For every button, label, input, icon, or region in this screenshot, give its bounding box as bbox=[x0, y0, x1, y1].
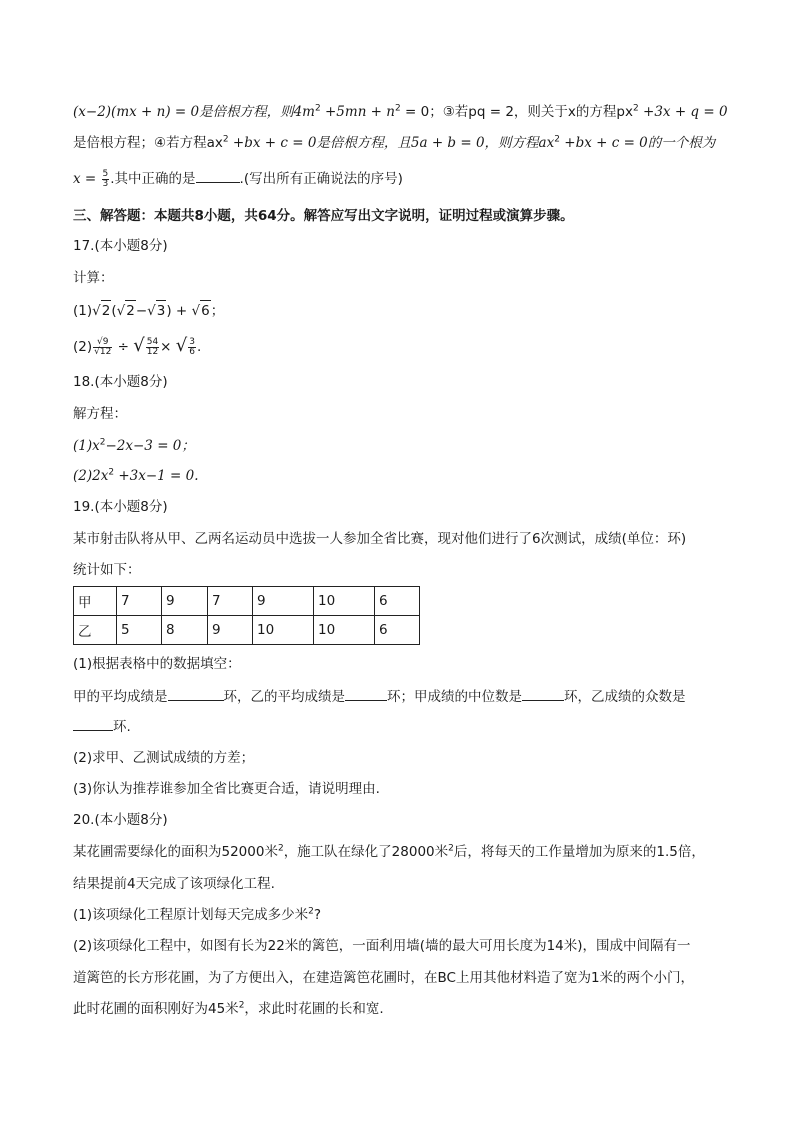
fraction-5-3: $\frac{5}{3}$ bbox=[102, 168, 109, 189]
q19-sub-1: (1)根据表格中的数据填空： bbox=[73, 656, 241, 672]
q19-line-1: 某市射击队将从甲、乙两名运动员中选拔一人参加全省比赛，现对他们进行了6次测试，成绩(单位：环) bbox=[73, 531, 687, 547]
answer-blank-jia-mean[interactable] bbox=[168, 686, 224, 701]
q18-heading: 18.(本小题8分) bbox=[73, 374, 168, 390]
answer-blank-yi-mode[interactable] bbox=[73, 716, 113, 731]
table-cell: 5 bbox=[117, 616, 162, 645]
q18-part-2: $(2)2x^2 +3x-1 = 0$. bbox=[73, 467, 199, 484]
table-cell: 10 bbox=[253, 616, 314, 645]
q20-line-1: 某花圃需要绿化的面积为52000米$^2$，施工队在绿化了28000米$^2$后，将每天的工作量增加为原来的1.5倍， bbox=[73, 843, 705, 860]
table-row bbox=[74, 616, 420, 645]
q19-heading: 19.(本小题8分) bbox=[73, 499, 168, 515]
table-cell: 9 bbox=[162, 587, 208, 616]
q17-intro: 计算： bbox=[73, 270, 114, 286]
q17-part-1: (1)√2(√2−√3) + √6； bbox=[73, 300, 224, 321]
score-table bbox=[73, 586, 420, 645]
q16-continuation-line-1: (x−2)(mx + n) = 0是倍根方程，则$4m^2 +5mn + n^2 = 0$；③若pq = 2，则关于x的方程$px^2 +3x + q = 0$ bbox=[73, 103, 728, 120]
table-cell: 10 bbox=[314, 616, 375, 645]
answer-blank-jia-median[interactable] bbox=[522, 686, 564, 701]
fraction-54-12: $\frac{54}{12}$ bbox=[146, 336, 159, 357]
q19-sub-1-end: 环. bbox=[73, 716, 131, 737]
q20-line-2: 结果提前4天完成了该项绿化工程. bbox=[73, 876, 275, 892]
table-cell: 9 bbox=[253, 587, 314, 616]
table-row-header: 甲 bbox=[74, 587, 117, 616]
table-cell: 9 bbox=[208, 616, 253, 645]
table-row bbox=[74, 587, 420, 616]
q16-continuation-line-2: 是倍根方程；④若方程$ax^2 +bx + c = 0$是倍根方程，且5a + b = 0，则方程$ax^2 +bx + c = 0$的一个根为 bbox=[73, 134, 716, 151]
q19-sub-3: (3)你认为推荐谁参加全省比赛更合适，请说明理由. bbox=[73, 781, 380, 797]
q19-sub-1-blanks: 甲的平均成绩是 环，乙的平均成绩是 环；甲成绩的中位数是 环，乙成绩的众数是 bbox=[73, 686, 686, 707]
table-cell: 8 bbox=[162, 616, 208, 645]
table-cell: 10 bbox=[314, 587, 375, 616]
q20-sub-2-line-2: 道篱笆的长方形花圃，为了方便出入，在建造篱笆花圃时，在BC上用其他材料造了宽为1米的两个小门， bbox=[73, 970, 695, 986]
fraction-sqrt9-sqrt12: $\frac{√9}{√12}$ bbox=[94, 336, 112, 357]
table-cell: 7 bbox=[117, 587, 162, 616]
answer-blank-yi-mean[interactable] bbox=[345, 686, 387, 701]
q20-sub-2-line-3: 此时花圃的面积刚好为45米$^2$，求此时花圃的长和宽. bbox=[73, 1000, 384, 1017]
q20-heading: 20.(本小题8分) bbox=[73, 812, 168, 828]
q18-part-1: $(1)x^2-2x-3 = 0$； bbox=[73, 437, 195, 454]
q19-line-2: 统计如下： bbox=[73, 562, 141, 578]
table-cell: 6 bbox=[375, 587, 420, 616]
q16-continuation-line-3: x = $\frac{5}{3}$ .其中正确的是 .(写出所有正确说法的序号) bbox=[73, 168, 403, 189]
q17-heading: 17.(本小题8分) bbox=[73, 238, 168, 254]
q18-intro: 解方程： bbox=[73, 406, 127, 422]
q20-sub-2-line-1: (2)该项绿化工程中，如图有长为22米的篱笆，一面利用墙(墙的最大可用长度为14米)，围成中间隔有一 bbox=[73, 938, 691, 954]
fraction-3-6: $\frac{3}{6}$ bbox=[189, 336, 195, 357]
table-row-header: 乙 bbox=[74, 616, 117, 645]
section-heading: 三、解答题：本题共8小题，共64分。解答应写出文字说明，证明过程或演算步骤。 bbox=[73, 208, 574, 224]
q17-part-2: (2) $\frac{√9}{√12}$ ÷ √ $\frac{54}{12}$ × √ $\frac{3}{6}$ . bbox=[73, 335, 202, 357]
answer-blank[interactable] bbox=[196, 168, 240, 183]
table-cell: 6 bbox=[375, 616, 420, 645]
q20-sub-1: (1)该项绿化工程原计划每天完成多少米$^2$? bbox=[73, 906, 322, 923]
q19-sub-2: (2)求甲、乙测试成绩的方差； bbox=[73, 750, 255, 766]
table-cell: 7 bbox=[208, 587, 253, 616]
